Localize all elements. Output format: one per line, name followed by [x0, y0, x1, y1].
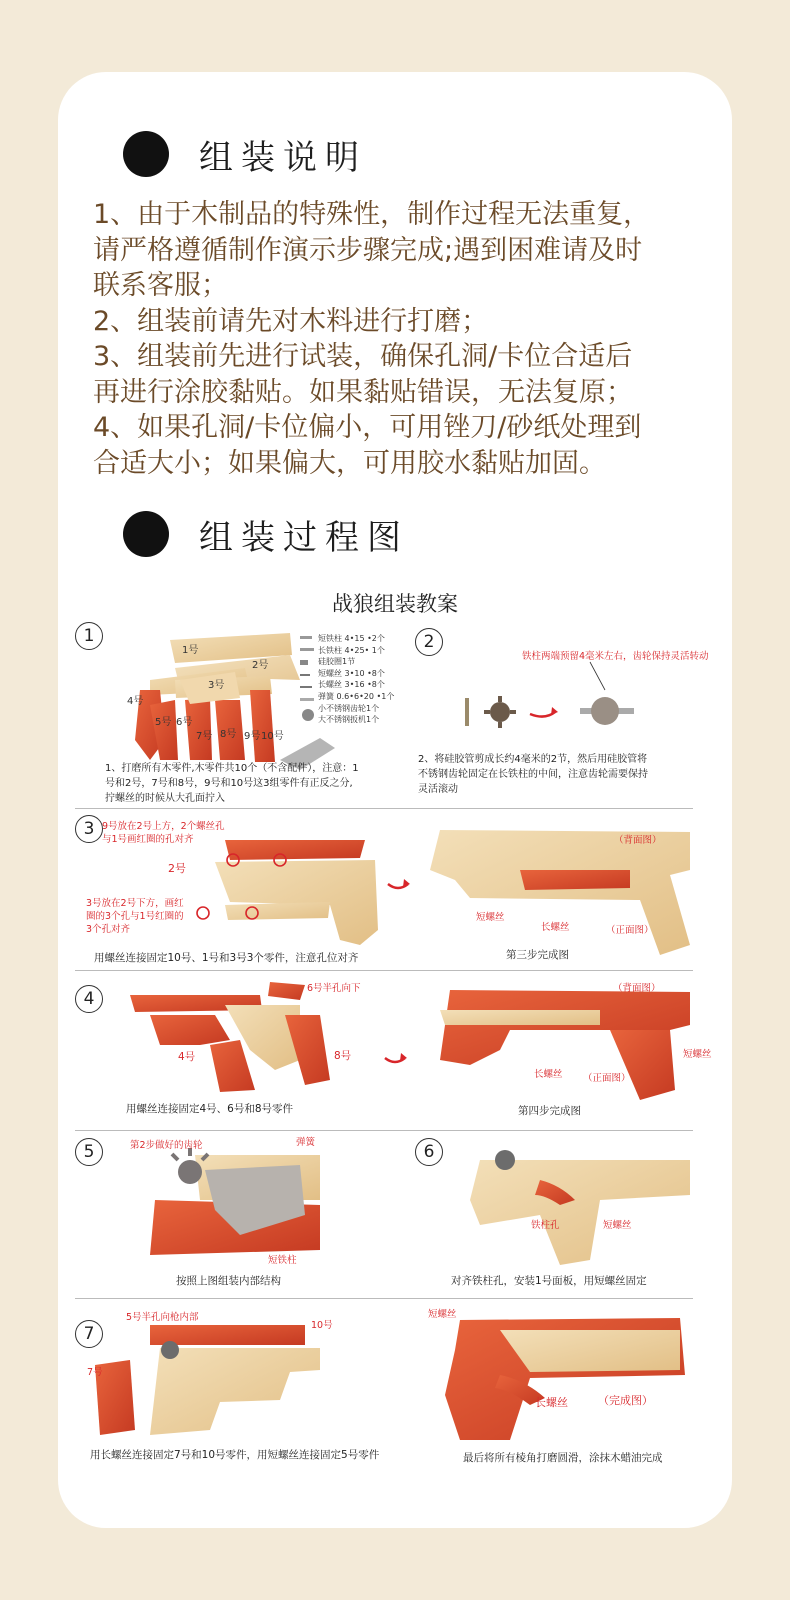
step-divider — [75, 1130, 693, 1131]
part-label: 5号 — [155, 717, 172, 728]
annotation: 9号放在2号上方，2个螺丝孔 与1号画红圈的孔对齐 — [102, 821, 225, 845]
parts-list-item: 硅胶圈1节 — [318, 657, 356, 667]
step-caption: 用螺丝连接固定10号、1号和3号3个零件，注意孔位对齐 — [94, 952, 359, 964]
annotation: （完成图） — [598, 1394, 653, 1407]
annotation: 短螺丝 — [683, 1049, 712, 1060]
part-label: 4号 — [127, 696, 144, 707]
parts-list-item: 长螺丝 3•16 •8个 — [318, 680, 385, 690]
step7-image — [95, 1325, 320, 1435]
annotation: 短铁柱 — [268, 1255, 297, 1266]
tutorial-subtitle: 战狼组装教案 — [332, 592, 458, 616]
annotation: 长螺丝 — [541, 922, 570, 933]
parts-list-item: 小不锈钢齿轮1个 — [318, 703, 380, 713]
annotation: （正面图） — [606, 925, 654, 936]
annotation: （正面图） — [583, 1073, 631, 1084]
step2-gear-image — [465, 662, 634, 728]
parts-list-item: 弹簧 0.6•6•20 •1个 — [318, 691, 395, 701]
instruction-item: 1、由于木制品的特殊性，制作过程无法重复， 请严格遵循制作演示步骤完成;遇到困难请及时 联系客服； — [93, 199, 651, 301]
step-number: 3 — [75, 815, 103, 843]
step-divider — [75, 970, 693, 971]
section-title: 组装过程图 — [199, 517, 409, 558]
annotation: 长螺丝 — [535, 1396, 568, 1409]
step-number: 2 — [415, 628, 443, 656]
step-caption: 第四步完成图 — [518, 1105, 581, 1117]
step-caption: 1、打磨所有木零件,木零件共10个（不含配件），注意：1 号和2号，7号和8号，9号和10号这3组零件有正反之分, 拧螺丝的时候从大孔面拧入 — [105, 763, 359, 804]
part-label: 8号 — [220, 729, 237, 740]
parts-list — [318, 633, 394, 726]
parts-list-item: 长铁柱 4•25• 1个 — [318, 645, 385, 655]
instruction-item: 2、组装前请先对木料进行打磨； — [93, 305, 489, 337]
annotation: 短螺丝 — [603, 1220, 632, 1231]
step-number: 1 — [75, 622, 103, 650]
step-caption: 对齐铁柱孔，安装1号面板，用短螺丝固定 — [451, 1275, 647, 1287]
part-label: 10号 — [261, 731, 284, 742]
part-label: 2号 — [252, 660, 269, 671]
final-gun-image — [445, 1318, 685, 1440]
annotation: 3号放在2号下方，画红 圈的3个孔与1号红圈的 3个孔对齐 — [86, 898, 184, 935]
annotation: 短螺丝 — [428, 1309, 457, 1320]
section-title: 组装说明 — [199, 137, 367, 178]
annotation: 铁柱孔 — [531, 1220, 560, 1231]
step-number: 7 — [75, 1320, 103, 1348]
step6-image — [470, 1150, 690, 1265]
step-divider — [75, 1298, 693, 1299]
annotation: （背面图） — [613, 983, 661, 994]
instruction-item: 4、如果孔洞/卡位偏小，可用锉刀/砂纸处理到 合适大小；如果偏大，可用胶水黏贴加固。 — [93, 412, 642, 479]
part-label: 9号 — [244, 731, 261, 742]
parts-list-item: 短铁柱 4•15 •2个 — [318, 634, 385, 643]
part-label: 6号 — [176, 717, 193, 728]
annotation: 6号半孔向下 — [307, 983, 361, 994]
annotation: 短螺丝 — [476, 912, 505, 923]
parts-list-item: 大不锈钢扳机1个 — [318, 715, 380, 725]
part-label: 8号 — [334, 1050, 352, 1062]
step-caption: 用长螺丝连接固定7号和10号零件，用短螺丝连接固定5号零件 — [90, 1449, 380, 1461]
step1-parts-image — [135, 633, 335, 770]
step-caption: 按照上图组装内部结构 — [176, 1275, 281, 1287]
part-label: 3号 — [208, 680, 225, 691]
step-caption: 用螺丝连接固定4号、6号和8号零件 — [126, 1103, 294, 1115]
step-caption: 第三步完成图 — [506, 949, 569, 961]
annotation: 5号半孔向枪内部 — [126, 1312, 199, 1323]
annotation: 铁柱两端预留4毫米左右，齿轮保持灵活转动 — [522, 651, 709, 662]
annotation: 弹簧 — [296, 1137, 316, 1148]
part-label: 4号 — [178, 1051, 196, 1063]
annotation: 第2步做好的齿轮 — [130, 1140, 203, 1151]
step-number: 6 — [415, 1138, 443, 1166]
step5-image — [150, 1148, 320, 1255]
annotation: 长螺丝 — [534, 1069, 563, 1080]
step-caption: 2、将硅胶管剪成长约4毫米的2节，然后用硅胶管将 不锈钢齿轮固定在长铁柱的中间，注意齿轮需要保持 灵活滚动 — [418, 754, 648, 795]
step-number: 4 — [75, 985, 103, 1013]
part-label: 1号 — [182, 645, 199, 656]
step-divider — [75, 808, 693, 809]
instruction-item: 3、组装前先进行试装，确保孔洞/卡位合适后 再进行涂胶黏贴。如果黏贴错误，无法复原； — [93, 341, 633, 408]
part-label: 2号 — [168, 862, 186, 875]
part-label: 7号 — [196, 731, 213, 742]
step-caption: 最后将所有棱角打磨圆滑，涂抹木蜡油完成 — [463, 1452, 663, 1464]
part-label: 7号 — [87, 1367, 103, 1378]
parts-list-item: 短螺丝 3•10 •8个 — [318, 668, 385, 678]
annotation: （背面图） — [614, 835, 662, 846]
part-label: 10号 — [311, 1320, 333, 1331]
step-number: 5 — [75, 1138, 103, 1166]
